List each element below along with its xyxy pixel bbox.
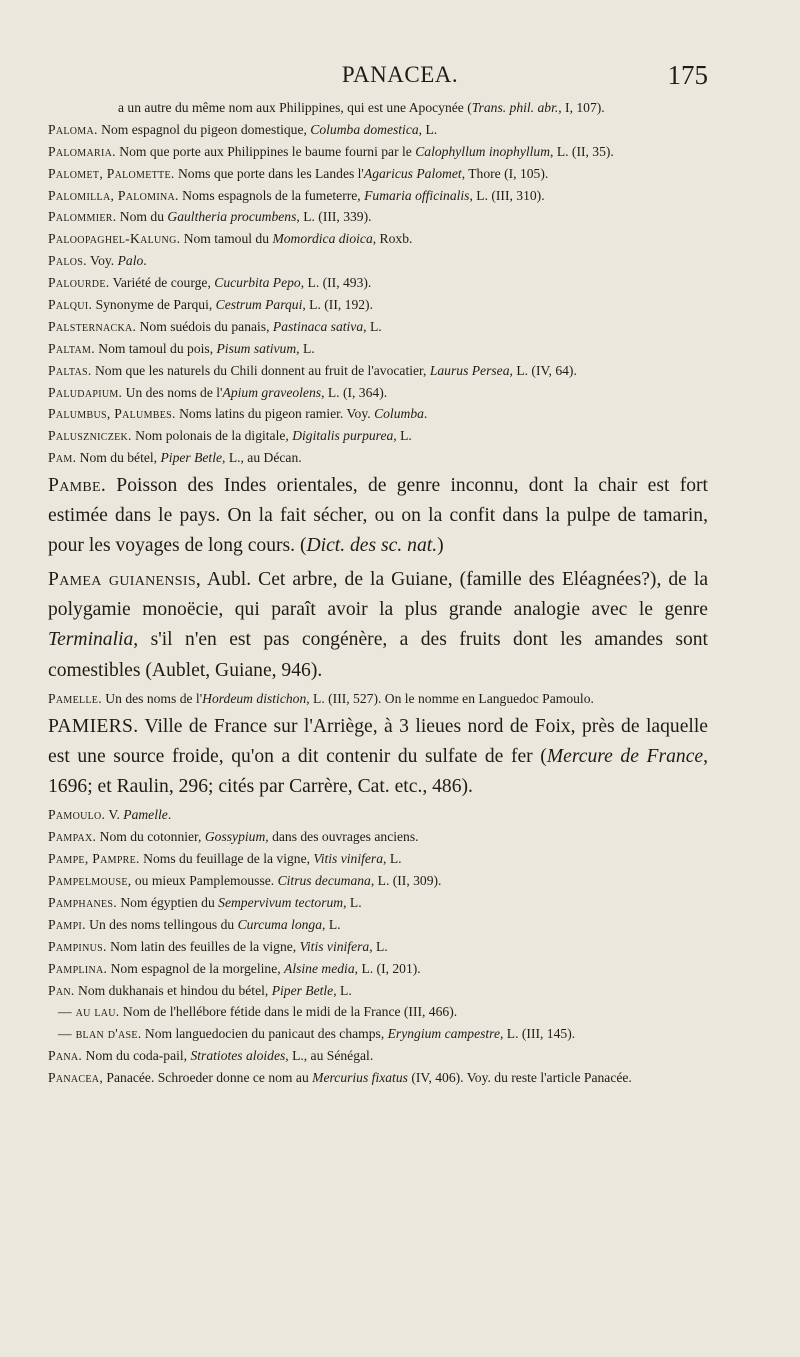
dictionary-entry [48, 448, 708, 469]
entry-italic-name: Apium graveolens [222, 384, 322, 400]
entry-headword: Pan. [48, 982, 75, 998]
entry-text: Nom espagnol de la morgeline, [107, 960, 285, 976]
entry-tail: . [143, 253, 147, 269]
dictionary-entry [48, 317, 708, 338]
entry-headword: Palommier. [48, 209, 117, 225]
entry-italic-name: Gaultheria procumbens [167, 209, 297, 225]
entry-italic-name: Pisum sativum [216, 340, 297, 356]
entry-headword: Pampelmouse, [48, 873, 132, 889]
entry-italic-name: Eryngium campestre [387, 1026, 500, 1042]
dictionary-entry [48, 186, 708, 207]
entry-headword: Palomilla, Palomina. [48, 187, 179, 203]
entry-italic-name: Citrus decumana [277, 873, 371, 889]
entry-text: Un des noms tellingous du [85, 916, 238, 932]
dictionary-entry [48, 142, 708, 163]
dictionary-entry [48, 229, 708, 250]
entry-headword: Pambe. [48, 474, 107, 496]
entry-text: Un des noms de l' [101, 690, 203, 706]
entry-text: Ville de France sur l'Arriège, à 3 lieues nord de Foix, près de laquelle est une source froide, qu'on a dit contenir du sulfate de fer ( [48, 715, 708, 767]
entry-headword: Pampinus. [48, 938, 107, 954]
dictionary-entry [48, 689, 708, 710]
entry-text: Aubl. Cet arbre, de la Guiane, (famille des Eléagnées?), de la polygamie monoëcie, qui paraît avoir la plus grande analogie avec le genre [48, 568, 709, 621]
entry-tail: , L. [383, 851, 402, 867]
entry-italic-name: Piper Betle [160, 450, 223, 466]
entry-text: Nom tamoul du pois, [94, 340, 217, 356]
entry-headword: Panacea, [48, 1070, 104, 1086]
entry-italic-name: Palo [117, 253, 144, 269]
entry-headword: Palumbus, Palumbes. [48, 406, 176, 422]
entry-tail: , L. [418, 121, 438, 137]
entry-headword: Pam. [48, 450, 77, 466]
entry-tail: , s'il n'en est pas congénère, a des fruits dont les amandes sont comestibles (Aublet, Guiane, 946). [48, 629, 708, 681]
entry-text: Nom tamoul du [180, 231, 273, 247]
dictionary-entry [48, 893, 708, 914]
dictionary-entry [48, 959, 708, 980]
entry-italic-name: Hordeum distichon [202, 690, 307, 706]
entry-text: Panacée. Schroeder donne ce nom au [103, 1070, 313, 1086]
dictionary-entry [48, 805, 708, 826]
entry-text: Nom du cotonnier, [96, 829, 205, 845]
dictionary-entry [48, 827, 708, 848]
entry-headword: Palomaria. [48, 143, 116, 159]
dictionary-entry [48, 295, 708, 316]
entry-headword: — blan d'ase. [58, 1026, 142, 1042]
entry-headword: Palomet, Palomette. [48, 165, 175, 181]
entry-text: Nom du coda-pail, [82, 1048, 191, 1064]
entry-text: Nom suédois du panais, [136, 318, 273, 334]
entry-headword: Paloma. [48, 121, 98, 137]
entry-text: Poisson des Indes orientales, de genre inconnu, dont la chair est fort estimée dans le pays. On la fait sécher, ou on la confit dans la pulpe de tamarin, pour les voyages de long cours. ( [48, 474, 708, 557]
entry-tail: , L. (III, 527). On le nomme en Languedoc Pamoulo. [306, 690, 594, 706]
entry-italic-name: Cucurbita Pepo [214, 275, 301, 291]
entry-italic-name: Dict. des sc. nat. [306, 535, 438, 557]
dictionary-entry [48, 404, 708, 425]
entry-italic-name: Cestrum Parqui [215, 297, 303, 313]
entry-italic-name: Sempervivum tectorum [218, 894, 344, 910]
dictionary-entry [48, 273, 708, 294]
entry-italic-name: Laurus Persea [429, 362, 510, 378]
dictionary-entry [48, 164, 708, 185]
entry-text: Synonyme de Parqui, [92, 297, 216, 313]
entry-italic-name: Digitalis purpurea [292, 428, 394, 444]
entry-italic-name: Columba [374, 406, 424, 422]
dictionary-entry [48, 915, 708, 936]
entry-tail: , L. [343, 894, 362, 910]
dictionary-entry [48, 120, 708, 141]
entry-headword: Pana. [48, 1048, 83, 1064]
dictionary-entry [48, 339, 708, 360]
dictionary-entry [48, 565, 708, 686]
entry-text: Noms espagnols de la fumeterre, [178, 187, 365, 203]
entry-text: Nom polonais de la digitale, [131, 428, 293, 444]
entry-italic-name: Alsine media [284, 960, 355, 976]
entry-headword: Pampe, Pampre. [48, 851, 140, 867]
entry-italic-name: Vitis vinifera [313, 851, 384, 867]
dictionary-entry [48, 1002, 708, 1023]
entry-headword: Palsternacka. [48, 318, 137, 334]
entry-headword: Paluszniczek. [48, 428, 132, 444]
entry-tail: , Roxb. [372, 231, 413, 247]
entry-tail: , L. (II, 493). [300, 275, 372, 291]
entry-tail: , L. (III, 310). [469, 187, 545, 203]
entry-text: Variété de courge, [109, 275, 215, 291]
entry-italic-name: Calophyllum inophyllum [415, 143, 551, 159]
dictionary-entry [48, 426, 708, 447]
entry-tail: ) [437, 535, 444, 557]
entry-tail: , L., au Sénégal. [285, 1048, 374, 1064]
entry-tail: , L. (III, 145). [500, 1026, 576, 1042]
entry-tail: , dans des ouvrages anciens. [265, 829, 419, 845]
entry-italic-name: Terminalia [48, 629, 134, 651]
entry-tail: , L. [296, 340, 315, 356]
entry-headword: Pamelle. [48, 690, 102, 706]
entry-headword: PAMIERS. [48, 715, 139, 737]
entry-italic-name: Vitis vinifera [299, 938, 370, 954]
entry-text: Nom que les naturels du Chili donnent au fruit de l'avocatier, [91, 362, 430, 378]
entry-text: Nom égyptien du [116, 894, 219, 910]
dictionary-entry [48, 849, 708, 870]
entry-tail: , L. [369, 938, 388, 954]
entry-tail: , 1696; et Raulin, 296; cités par Carrère, Cat. etc., 486). [48, 745, 708, 798]
entry-italic-name: Columba domestica [310, 121, 419, 137]
entry-headword: Palourde. [48, 275, 110, 291]
entry-text: V. [105, 807, 124, 823]
entry-tail: (IV, 406). Voy. du reste l'article Panacée. [407, 1070, 632, 1086]
entry-tail: , I, 107). [558, 100, 605, 115]
entry-text: Nom du [116, 209, 168, 225]
entry-text: Nom languedocien du panicaut des champs, [141, 1026, 388, 1042]
dictionary-entry [48, 207, 708, 228]
entry-headword: Pamplina. [48, 960, 108, 976]
entry-text: Nom espagnol du pigeon domestique, [97, 121, 311, 137]
entry-tail: , L., au Décan. [222, 450, 302, 466]
entry-headword: Paltas. [48, 362, 92, 378]
entry-headword: Palqui. [48, 297, 93, 313]
entry-italic-name: Piper Betle [271, 982, 334, 998]
entry-italic-name: Trans. phil. abr. [471, 100, 559, 115]
entry-text: ou mieux Pamplemousse. [131, 873, 278, 889]
entry-headword: Paloopaghel-Kalung. [48, 231, 181, 247]
dictionary-entry [48, 383, 708, 404]
entry-tail: , L. [363, 318, 382, 334]
entry-headword: Palos. [48, 253, 87, 269]
entry-italic-name: Mercure de France [546, 745, 704, 767]
entry-italic-name: Mercurius fixatus [312, 1070, 408, 1086]
entry-tail: , L. (II, 309). [370, 873, 442, 889]
running-head-title: PANACEA. [341, 62, 459, 87]
entry-text: Nom dukhanais et hindou du bétel, [74, 982, 272, 998]
page-number: 175 [667, 60, 708, 90]
dictionary-entry [48, 471, 708, 562]
entry-italic-name: Gossypium [204, 829, 266, 845]
entry-italic-name: Pamelle [123, 807, 168, 823]
running-head [0, 60, 800, 96]
entry-italic-name: Curcuma longa [237, 916, 323, 932]
entry-tail: , L. (I, 364). [321, 384, 388, 400]
dictionary-entry [48, 98, 708, 119]
entry-tail: . [167, 807, 172, 823]
dictionary-entries [48, 98, 708, 1090]
dictionary-entry [48, 1046, 708, 1067]
dictionary-entry [48, 937, 708, 958]
entry-tail: . [423, 406, 428, 422]
entry-text: Nom que porte aux Philippines le baume fourni par le [115, 143, 416, 159]
entry-tail: , Thore (I, 105). [461, 165, 549, 181]
entry-text: Un des noms de l' [122, 384, 223, 400]
entry-italic-name: Stratiotes aloides [190, 1048, 286, 1064]
entry-tail: , L. (II, 192). [302, 297, 373, 313]
entry-tail: , L. (III, 339). [296, 209, 372, 225]
entry-headword: Paludapium. [48, 384, 123, 400]
entry-headword: Pampax. [48, 829, 97, 845]
entry-text: a un autre du même nom aux Philippines, qui est une Apocynée ( [118, 100, 472, 115]
dictionary-entry [48, 712, 708, 803]
dictionary-entry [48, 871, 708, 892]
entry-headword: Pamea guianensis, [48, 568, 202, 590]
entry-headword: Pamphanes. [48, 894, 117, 910]
entry-headword: Paltam. [48, 340, 95, 356]
dictionary-entry [48, 981, 708, 1002]
entry-italic-name: Agaricus Palomet [363, 165, 462, 181]
entry-text: Noms latins du pigeon ramier. Voy. [175, 406, 375, 422]
entry-italic-name: Fumaria officinalis [364, 187, 470, 203]
entry-headword: — au lau. [58, 1004, 120, 1020]
entry-text: Noms que porte dans les Landes l' [174, 165, 364, 181]
entry-tail: , L. (IV, 64). [509, 362, 577, 378]
entry-tail: , L. [333, 982, 352, 998]
dictionary-entry [48, 1024, 708, 1045]
entry-italic-name: Momordica dioica [272, 231, 373, 247]
entry-tail: , L. [393, 428, 412, 444]
entry-text: Nom du bétel, [76, 450, 161, 466]
entry-tail: , L. (I, 201). [354, 960, 421, 976]
entry-tail: , L. (II, 35). [550, 143, 614, 159]
entry-text: Noms du feuillage de la vigne, [139, 851, 314, 867]
dictionary-entry [48, 361, 708, 382]
entry-headword: Pampi. [48, 916, 86, 932]
entry-italic-name: Pastinaca sativa [272, 318, 364, 334]
entry-headword: Pamoulo. [48, 807, 106, 823]
dictionary-entry [48, 251, 708, 272]
entry-text: Nom de l'hellébore fétide dans le midi de la France (III, 466). [119, 1004, 458, 1020]
dictionary-entry [48, 1068, 708, 1089]
entry-text: Voy. [86, 253, 118, 269]
entry-tail: , L. [322, 916, 341, 932]
entry-text: Nom latin des feuilles de la vigne, [106, 938, 300, 954]
